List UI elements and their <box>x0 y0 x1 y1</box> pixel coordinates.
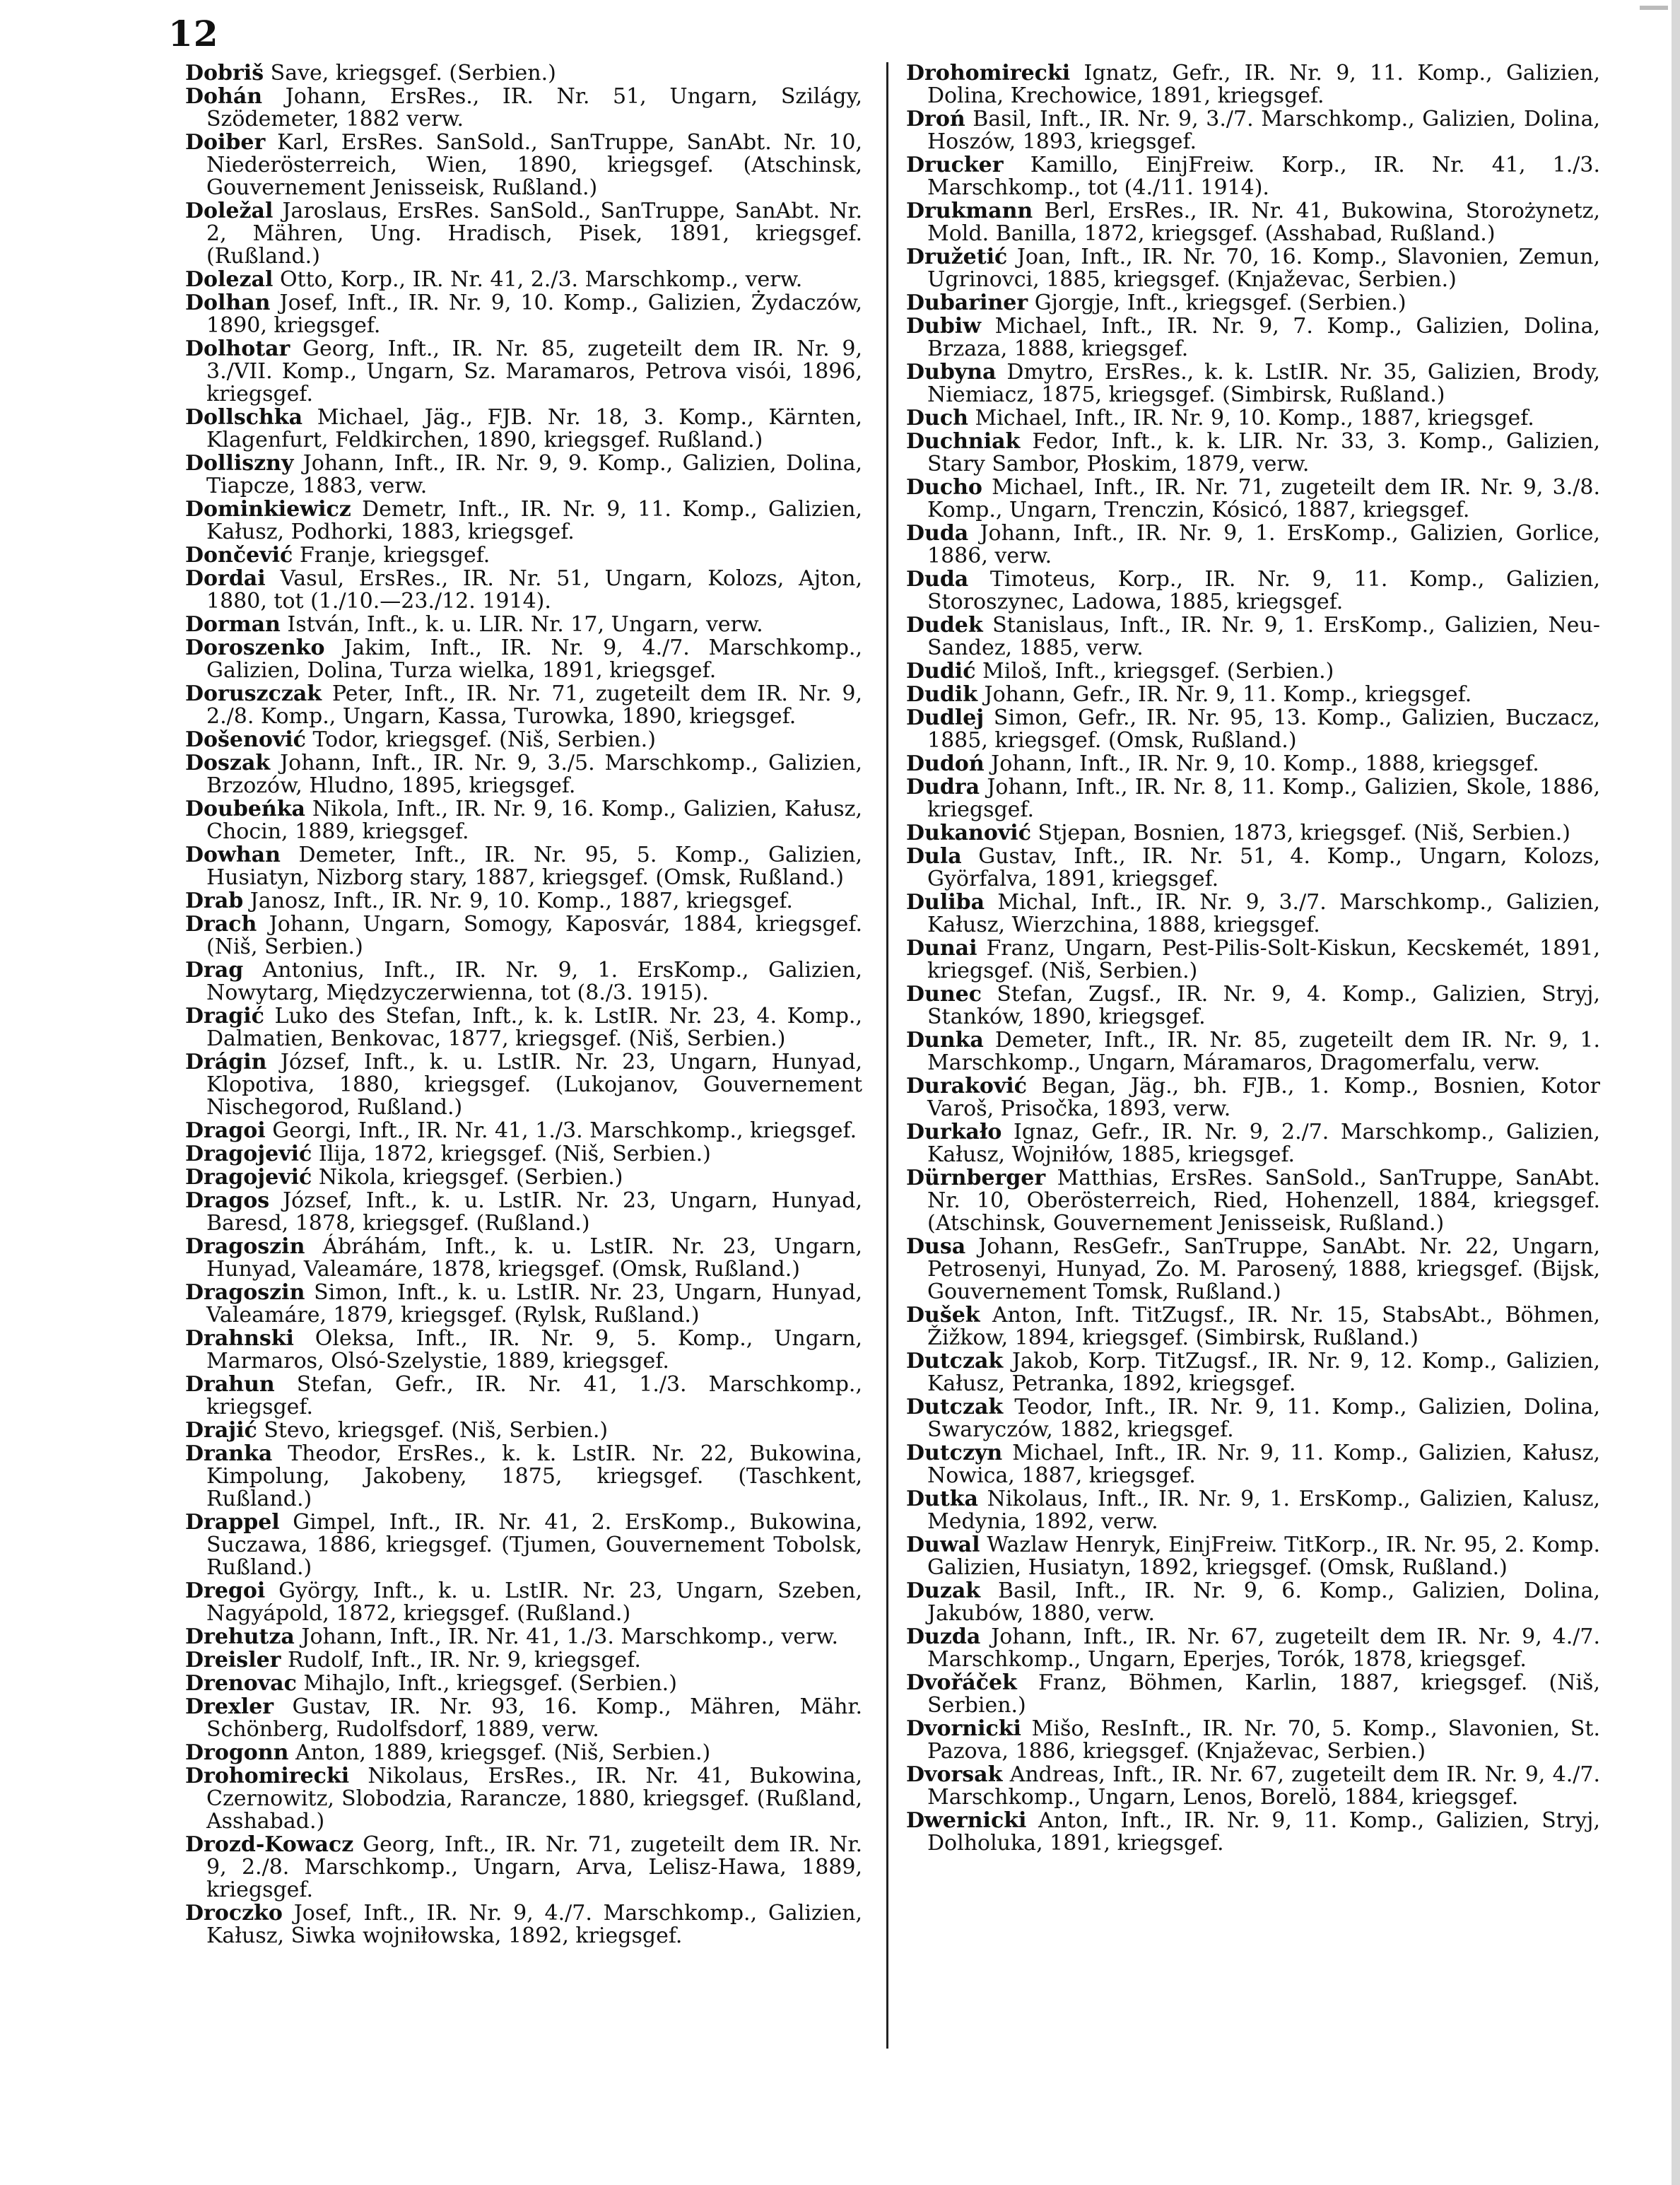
entry-surname: Dubyna <box>906 360 997 385</box>
entry-surname: Drab <box>185 889 244 913</box>
register-entry <box>185 959 862 1004</box>
left-column <box>185 62 862 1948</box>
entry-surname: Dowhan <box>185 843 281 867</box>
register-entry <box>185 1511 862 1579</box>
entry-details: Wazlaw Henryk, EinjFreiw. TitKorp., IR. Nr. 95, 2. Komp. Galizien, Husiatyn, 1892, kriegsgef. (Omsk, Rußland.) <box>927 1533 1600 1580</box>
entry-details: Fedor, Inft., k. k. LIR. Nr. 33, 3. Komp., Galizien, Stary Sambor, Płoskim, 1879, verw. <box>927 429 1600 476</box>
entry-surname: Dudek <box>906 613 983 638</box>
entry-surname: Dwernicki <box>906 1808 1027 1833</box>
entry-details: Janosz, Inft., IR. Nr. 9, 10. Komp., 1887, kriegsgef. <box>249 889 793 913</box>
entry-details: Franz, Ungarn, Pest-Pilis-Solt-Kiskun, Kecskemét, 1891, kriegsgef. (Niš, Serbien.) <box>927 936 1600 983</box>
register-entry <box>906 1442 1600 1487</box>
register-entry <box>185 637 862 682</box>
entry-details: Ignatz, Gefr., IR. Nr. 9, 11. Komp., Galizien, Dolina, Krechowice, 1891, kriegsgef. <box>927 61 1600 108</box>
register-entry <box>906 707 1600 752</box>
entry-details: Todor, kriegsgef. (Niš, Serbien.) <box>312 727 656 752</box>
register-entry <box>185 544 862 567</box>
entry-details: Anton, 1889, kriegsgef. (Niš, Serbien.) <box>295 1740 711 1765</box>
register-entry <box>185 1051 862 1119</box>
entry-surname: Duda <box>906 521 969 546</box>
register-entry <box>185 498 862 544</box>
entry-details: Oleksa, Inft., IR. Nr. 9, 5. Komp., Ungarn, Marmaros, Olsó-Szelystie, 1889, kriegsgef. <box>206 1326 862 1373</box>
entry-surname: Dolezal <box>185 267 274 292</box>
entry-surname: Dubiw <box>906 314 982 339</box>
register-entry <box>906 753 1600 775</box>
register-entry <box>185 1649 862 1672</box>
register-entry <box>185 406 862 452</box>
entry-surname: Dohán <box>185 84 263 109</box>
entry-surname: Drohomirecki <box>906 61 1071 86</box>
entry-details: Simon, Gefr., IR. Nr. 95, 13. Komp., Galizien, Buczacz, 1885, kriegsgef. (Omsk, Rußland.) <box>927 705 1600 753</box>
entry-details: Stanislaus, Inft., IR. Nr. 9, 1. ErsKomp., Galizien, Neu-Sandez, 1885, verw. <box>927 613 1600 660</box>
entry-details: Stjepan, Bosnien, 1873, kriegsgef. (Niš, Serbien.) <box>1038 821 1570 845</box>
register-entry <box>906 292 1600 315</box>
entry-surname: Doležal <box>185 199 274 223</box>
entry-details: Basil, Inft., IR. Nr. 9, 3./7. Marschkomp., Galizien, Dolina, Hoszów, 1893, kriegsgef. <box>927 107 1600 154</box>
entry-surname: Dollschka <box>185 405 303 430</box>
entry-details: Gjorgje, Inft., kriegsgef. (Serbien.) <box>1034 291 1406 315</box>
register-entry <box>185 1120 862 1142</box>
register-entry <box>185 1005 862 1050</box>
entry-surname: Dudlej <box>906 705 985 730</box>
entry-surname: Dragoszin <box>185 1280 305 1305</box>
entry-details: Nikolaus, Inft., IR. Nr. 9, 1. ErsKomp., Galizien, Kalusz, Medynia, 1892, verw. <box>927 1487 1600 1534</box>
entry-surname: Družetić <box>906 245 1008 269</box>
entry-details: Teodor, Inft., IR. Nr. 9, 11. Komp., Galizien, Dolina, Swaryczów, 1882, kriegsgef. <box>927 1395 1600 1442</box>
entry-details: Rudolf, Inft., IR. Nr. 9, kriegsgef. <box>288 1648 641 1673</box>
entry-surname: Drajić <box>185 1418 257 1443</box>
entry-surname: Drach <box>185 912 257 937</box>
entry-surname: Dragojević <box>185 1142 312 1166</box>
entry-details: Began, Jäg., bh. FJB., 1. Komp., Bosnien, Kotor Varoš, Prisočka, 1893, verw. <box>927 1074 1600 1121</box>
register-entry <box>185 568 862 613</box>
register-entry <box>185 1742 862 1764</box>
entry-surname: Dvornicki <box>906 1716 1021 1741</box>
entry-details: Nikola, Inft., IR. Nr. 9, 16. Komp., Galizien, Kałusz, Chocin, 1889, kriegsgef. <box>206 797 862 844</box>
register-entry <box>906 1350 1600 1395</box>
entry-surname: Duliba <box>906 890 985 915</box>
register-entry <box>185 1673 862 1695</box>
register-entry <box>185 890 862 913</box>
entry-surname: Dutka <box>906 1487 978 1511</box>
entry-details: Karl, ErsRes. SanSold., SanTruppe, SanAbt. Nr. 10, Niederösterreich, Wien, 1890, kriegsgef. (Atschinsk, Gouvernement Jenisseisk, Rußland.) <box>206 130 862 200</box>
entry-details: Antonius, Inft., IR. Nr. 9, 1. ErsKomp., Galizien, Nowytarg, Międzyczerwienna, tot (8./3. 1915). <box>206 958 862 1005</box>
entry-surname: Dolhotar <box>185 336 290 361</box>
entry-surname: Dutczak <box>906 1395 1004 1419</box>
register-entry <box>185 452 862 498</box>
register-entry <box>185 1419 862 1442</box>
register-entry <box>906 684 1600 706</box>
register-entry <box>185 729 862 751</box>
entry-surname: Duch <box>906 406 968 430</box>
register-entry <box>906 1075 1600 1120</box>
entry-details: Otto, Korp., IR. Nr. 41, 2./3. Marschkomp., verw. <box>279 267 803 292</box>
page-number: 12 <box>168 13 219 54</box>
entry-details: Michael, Inft., IR. Nr. 9, 11. Komp., Galizien, Kałusz, Nowica, 1887, kriegsgef. <box>927 1441 1600 1488</box>
entry-details: Jaroslaus, ErsRes. SanSold., SanTruppe, SanAbt. Nr. 2, Mähren, Ung. Hradisch, Pisek, 1891, kriegsgef. (Rußland.) <box>206 199 862 269</box>
entry-details: Stefan, Zugsf., IR. Nr. 9, 4. Komp., Galizien, Stryj, Stanków, 1890, kriegsgef. <box>927 982 1600 1029</box>
entry-surname: Dordai <box>185 566 266 591</box>
entry-details: Theodor, ErsRes., k. k. LstIR. Nr. 22, Bukowina, Kimpolung, Jakobeny, 1875, kriegsgef. (Taschkent, Rußland.) <box>206 1441 862 1511</box>
register-entry <box>906 1672 1600 1717</box>
entry-details: Ábráhám, Inft., k. u. LstIR. Nr. 23, Ungarn, Hunyad, Valeamáre, 1878, kriegsgef. (Omsk, Rußland.) <box>206 1234 862 1282</box>
register-entry <box>185 1626 862 1648</box>
entry-surname: Drogonn <box>185 1740 289 1765</box>
entry-surname: Dregoi <box>185 1578 266 1603</box>
register-entry <box>906 1626 1600 1671</box>
register-entry <box>906 1167 1600 1235</box>
entry-surname: Dobriš <box>185 61 264 86</box>
register-entry <box>906 1534 1600 1579</box>
entry-details: Gimpel, Inft., IR. Nr. 41, 2. ErsKomp., Bukowina, Suczawa, 1886, kriegsgef. (Tjumen, Gouvernement Tobolsk, Rußland.) <box>206 1510 862 1580</box>
entry-surname: Drehutza <box>185 1624 295 1649</box>
entry-details: Demetr, Inft., IR. Nr. 9, 11. Komp., Galizien, Kałusz, Podhorki, 1883, kriegsgef. <box>206 497 862 544</box>
entry-details: Josef, Inft., IR. Nr. 9, 10. Komp., Galizien, Żydaczów, 1890, kriegsgef. <box>206 291 862 338</box>
register-entry <box>185 1443 862 1511</box>
entry-surname: Drágin <box>185 1050 267 1074</box>
entry-details: Georgi, Inft., IR. Nr. 41, 1./3. Marschkomp., kriegsgef. <box>272 1118 857 1143</box>
register-entry <box>906 1718 1600 1763</box>
register-entry <box>906 108 1600 153</box>
entry-surname: Dolhan <box>185 291 271 315</box>
entry-details: Johann, Inft., IR. Nr. 9, 1. ErsKomp., Galizien, Gorlice, 1886, verw. <box>927 521 1600 568</box>
entry-surname: Dvořáček <box>906 1670 1017 1695</box>
entry-details: Berl, ErsRes., IR. Nr. 41, Bukowina, Storożynetz, Mold. Banilla, 1872, kriegsgef. (Asshabad, Rußland.) <box>927 199 1600 246</box>
register-entry <box>185 683 862 728</box>
register-entry <box>906 1810 1600 1855</box>
register-entry <box>185 1236 862 1281</box>
entry-details: Simon, Inft., k. u. LstIR. Nr. 23, Ungarn, Hunyad, Valeamáre, 1879, kriegsgef. (Rylsk, Rußland.) <box>206 1280 862 1328</box>
entry-details: István, Inft., k. u. LIR. Nr. 17, Ungarn, verw. <box>287 612 763 637</box>
entry-details: Demeter, Inft., IR. Nr. 85, zugeteilt dem IR. Nr. 9, 1. Marschkomp., Ungarn, Máramaros, Dragomerfalu, verw. <box>927 1028 1600 1075</box>
register-entry <box>185 338 862 406</box>
entry-details: Anton, Inft., IR. Nr. 9, 11. Komp., Galizien, Stryj, Dolholuka, 1891, kriegsgef. <box>927 1808 1600 1856</box>
entry-surname: Dragojević <box>185 1165 312 1190</box>
entry-details: Johann, ResGefr., SanTruppe, SanAbt. Nr. 22, Ungarn, Petrosenyi, Hunyad, Zo. M. Parosený, 1888, kriegsgef. (Bijsk, Gouvernement Tomsk, Rußland.) <box>927 1234 1600 1304</box>
entry-details: Johann, Gefr., IR. Nr. 9, 11. Komp., kriegsgef. <box>984 682 1472 707</box>
register-entry <box>906 845 1600 891</box>
entry-details: Basil, Inft., IR. Nr. 9, 6. Komp., Galizien, Dolina, Jakubów, 1880, verw. <box>927 1578 1600 1626</box>
entry-details: Miloš, Inft., kriegsgef. (Serbien.) <box>982 659 1334 684</box>
entry-surname: Dunai <box>906 936 977 961</box>
entry-surname: Durkało <box>906 1120 1002 1144</box>
entry-surname: Dvorsak <box>906 1762 1003 1787</box>
register-entry <box>906 246 1600 291</box>
entry-details: Peter, Inft., IR. Nr. 71, zugeteilt dem IR. Nr. 9, 2./8. Komp., Ungarn, Kassa, Turowka, 1890, kriegsgef. <box>206 681 862 729</box>
entry-surname: Duwal <box>906 1533 980 1557</box>
entry-surname: Duda <box>906 567 969 592</box>
entry-details: Gustav, IR. Nr. 93, 16. Komp., Mähren, Mähr. Schönberg, Rudolfsdorf, 1889, verw. <box>206 1694 862 1742</box>
register-entry <box>185 913 862 959</box>
entry-surname: Duzak <box>906 1578 981 1603</box>
entry-details: Franz, Böhmen, Karlin, 1887, kriegsgef. (Niš, Serbien.) <box>927 1670 1600 1718</box>
entry-surname: Dorman <box>185 612 281 637</box>
register-entry <box>185 752 862 797</box>
register-entry <box>906 1121 1600 1166</box>
entry-details: Michal, Inft., IR. Nr. 9, 3./7. Marschkomp., Galizien, Kałusz, Wierzchina, 1888, kriegsgef. <box>927 890 1600 937</box>
entry-surname: Dudik <box>906 682 977 707</box>
entry-details: Franje, kriegsgef. <box>299 543 491 568</box>
entry-details: József, Inft., k. u. LstIR. Nr. 23, Ungarn, Hunyad, Klopotiva, 1880, kriegsgef. (Lukojanov, Gouvernement Nischegorod, Rußland.) <box>206 1050 862 1120</box>
entry-details: Andreas, Inft., IR. Nr. 67, zugeteilt dem IR. Nr. 9, 4./7. Marschkomp., Ungarn, Lenos, Borelö, 1884, kriegsgef. <box>927 1762 1600 1810</box>
entry-details: Save, kriegsgef. (Serbien.) <box>270 61 556 86</box>
register-entry <box>906 407 1600 430</box>
entry-details: Anton, Inft. TitZugsf., IR. Nr. 15, StabsAbt., Böhmen, Žižkow, 1894, kriegsgef. (Simbirsk, Rußland.) <box>927 1303 1600 1350</box>
entry-details: Gustav, Inft., IR. Nr. 51, 4. Komp., Ungarn, Kolozs, Györfalva, 1891, kriegsgef. <box>927 844 1600 891</box>
entry-surname: Dürnberger <box>906 1166 1046 1190</box>
entry-details: Josef, Inft., IR. Nr. 9, 4./7. Marschkomp., Galizien, Kałusz, Siwka wojniłowska, 1892, kriegsgef. <box>206 1901 862 1948</box>
register-entry <box>906 200 1600 245</box>
entry-surname: Duraković <box>906 1074 1027 1099</box>
entry-surname: Drozd-Kowacz <box>185 1832 354 1857</box>
entry-surname: Doroszenko <box>185 635 325 660</box>
entry-details: József, Inft., k. u. LstIR. Nr. 23, Ungarn, Hunyad, Baresd, 1878, kriegsgef. (Rußland.) <box>206 1188 862 1236</box>
entry-surname: Doubeńka <box>185 797 305 821</box>
entry-details: Johann, Inft., IR. Nr. 67, zugeteilt dem IR. Nr. 9, 4./7. Marschkomp., Ungarn, Eperjes, Torók, 1878, kriegsgef. <box>927 1624 1600 1672</box>
register-entry <box>185 1834 862 1902</box>
entry-details: Michael, Inft., IR. Nr. 71, zugeteilt dem IR. Nr. 9, 3./8. Komp., Ungarn, Trenczin, Kósicó, 1887, kriegsgef. <box>927 475 1600 522</box>
entry-surname: Dranka <box>185 1441 273 1466</box>
entry-surname: Dolliszny <box>185 451 294 476</box>
entry-details: Vasul, ErsRes., IR. Nr. 51, Ungarn, Kolozs, Ajton, 1880, tot (1./10.—23./12. 1914). <box>206 566 862 614</box>
entry-details: Johann, Inft., IR. Nr. 9, 3./5. Marschkomp., Galizien, Brzozów, Hludno, 1895, kriegsgef. <box>206 751 862 798</box>
register-entry <box>185 614 862 636</box>
entry-details: Johann, Inft., IR. Nr. 9, 10. Komp., 1888, kriegsgef. <box>991 751 1539 776</box>
entry-surname: Dunka <box>906 1028 984 1053</box>
register-entry <box>185 798 862 843</box>
entry-surname: Dusa <box>906 1234 966 1259</box>
register-entry <box>185 1902 862 1947</box>
entry-details: Johann, ErsRes., IR. Nr. 51, Ungarn, Szilágy, Szödemeter, 1882 verw. <box>206 84 862 131</box>
entry-surname: Drappel <box>185 1510 280 1535</box>
register-entry <box>185 1143 862 1166</box>
register-entry <box>906 1304 1600 1349</box>
register-entry <box>906 315 1600 361</box>
entry-details: Timoteus, Korp., IR. Nr. 9, 11. Komp., Galizien, Storoszynec, Ladowa, 1885, kriegsgef. <box>927 567 1600 614</box>
register-entry <box>906 1029 1600 1074</box>
register-entry <box>185 1190 862 1235</box>
entry-details: Mišo, ResInft., IR. Nr. 70, 5. Komp., Slavonien, St. Pazova, 1886, kriegsgef. (Knjaževac, Serbien.) <box>927 1716 1600 1764</box>
entry-details: Mihajlo, Inft., kriegsgef. (Serbien.) <box>303 1671 677 1696</box>
entry-surname: Dreisler <box>185 1648 281 1673</box>
entry-details: Jakob, Korp. TitZugsf., IR. Nr. 9, 12. Komp., Galizien, Kałusz, Petranka, 1892, kriegsgef. <box>927 1349 1600 1396</box>
register-entry <box>185 1696 862 1741</box>
entry-surname: Dušek <box>906 1303 980 1328</box>
register-entry <box>906 614 1600 660</box>
register-entry <box>185 86 862 131</box>
entry-details: Michael, Jäg., FJB. Nr. 18, 3. Komp., Kärnten, Klagenfurt, Feldkirchen, 1890, kriegsgef. Rußland.) <box>206 405 862 452</box>
register-entry <box>906 822 1600 845</box>
entry-details: Matthias, ErsRes. SanSold., SanTruppe, SanAbt. Nr. 10, Oberösterreich, Ried, Hohenzell, 1884, kriegsgef. (Atschinsk, Gouvernement Jenisseisk, Rußland.) <box>927 1166 1600 1236</box>
entry-details: Joan, Inft., IR. Nr. 70, 16. Komp., Slavonien, Zemun, Ugrinovci, 1885, kriegsgef. (Knjaževac, Serbien.) <box>927 245 1600 292</box>
entry-surname: Drenovac <box>185 1671 297 1696</box>
entry-surname: Droń <box>906 107 965 131</box>
entry-details: Demeter, Inft., IR. Nr. 95, 5. Komp., Galizien, Husiatyn, Nizborg stary, 1887, kriegsgef. (Omsk, Rußland.) <box>206 843 862 890</box>
entry-surname: Dragoszin <box>185 1234 305 1259</box>
register-entry <box>185 292 862 337</box>
entry-details: Dmytro, ErsRes., k. k. LstIR. Nr. 35, Galizien, Brody, Niemiacz, 1875, kriegsgef. (Simbirsk, Rußland.) <box>927 360 1600 407</box>
entry-surname: Došenović <box>185 727 306 752</box>
register-entry <box>906 361 1600 406</box>
entry-surname: Drohomirecki <box>185 1764 350 1788</box>
entry-details: Nikolaus, ErsRes., IR. Nr. 41, Bukowina, Czernowitz, Slobodzia, Rarancze, 1880, kriegsgef. (Rußland, Asshabad.) <box>206 1764 862 1834</box>
entry-surname: Ducho <box>906 475 982 500</box>
register-entry <box>906 983 1600 1029</box>
register-entry <box>906 1488 1600 1533</box>
register-entry <box>185 844 862 889</box>
register-entry <box>906 476 1600 522</box>
entry-surname: Drag <box>185 958 244 983</box>
entry-surname: Doruszczak <box>185 681 322 706</box>
entry-details: Nikola, kriegsgef. (Serbien.) <box>318 1165 623 1190</box>
entry-surname: Dula <box>906 844 962 869</box>
entry-surname: Dutczak <box>906 1349 1004 1373</box>
register-entry <box>185 1765 862 1833</box>
entry-details: Kamillo, EinjFreiw. Korp., IR. Nr. 41, 1./3. Marschkomp., tot (4./11. 1914). <box>927 153 1600 200</box>
register-entry <box>185 200 862 268</box>
register-entry <box>906 568 1600 614</box>
register-entry <box>906 937 1600 983</box>
column-divider <box>886 62 888 2049</box>
entry-surname: Drahun <box>185 1372 275 1397</box>
entry-details: Johann, Inft., IR. Nr. 8, 11. Komp., Galizien, Skole, 1886, kriegsgef. <box>927 775 1600 822</box>
entry-details: Michael, Inft., IR. Nr. 9, 7. Komp., Galizien, Dolina, Brzaza, 1888, kriegsgef. <box>927 314 1600 361</box>
entry-details: Michael, Inft., IR. Nr. 9, 10. Komp., 1887, kriegsgef. <box>975 406 1534 430</box>
entry-surname: Duchniak <box>906 429 1021 454</box>
entry-details: Luko des Stefan, Inft., k. k. LstIR. Nr. 23, 4. Komp., Dalmatien, Benkovac, 1877, kriegsgef. (Niš, Serbien.) <box>206 1004 862 1051</box>
register-entry <box>906 62 1600 107</box>
register-entry <box>906 660 1600 683</box>
register-entry <box>906 776 1600 821</box>
entry-surname: Doiber <box>185 130 266 155</box>
entry-surname: Dutczyn <box>906 1441 1003 1465</box>
entry-surname: Dragić <box>185 1004 264 1029</box>
entry-surname: Dončević <box>185 543 293 568</box>
register-entry <box>185 1373 862 1419</box>
entry-surname: Dudra <box>906 775 980 799</box>
entry-details: Johann, Inft., IR. Nr. 9, 9. Komp., Galizien, Dolina, Tiapcze, 1883, verw. <box>206 451 862 498</box>
entry-surname: Dominkiewicz <box>185 497 351 522</box>
entry-details: Ignaz, Gefr., IR. Nr. 9, 2./7. Marschkomp., Galizien, Kałusz, Wojniłów, 1885, kriegsgef. <box>927 1120 1600 1167</box>
entry-surname: Dudoń <box>906 751 985 776</box>
entry-surname: Dudić <box>906 659 976 684</box>
register-entry <box>185 62 862 85</box>
register-entry <box>185 1580 862 1625</box>
register-entry <box>906 154 1600 199</box>
entry-details: György, Inft., k. u. LstIR. Nr. 23, Ungarn, Szeben, Nagyápold, 1872, kriegsgef. (Rußland.) <box>206 1578 862 1626</box>
entry-surname: Dubariner <box>906 291 1028 315</box>
register-entry <box>185 1328 862 1373</box>
register-entry <box>185 131 862 199</box>
entry-details: Jakim, Inft., IR. Nr. 9, 4./7. Marschkomp., Galizien, Dolina, Turza wielka, 1891, kriegsgef. <box>206 635 862 683</box>
entry-details: Johann, Inft., IR. Nr. 41, 1./3. Marschkomp., verw. <box>301 1624 839 1649</box>
entry-details: Johann, Ungarn, Somogy, Kaposvár, 1884, kriegsgef. (Niš, Serbien.) <box>206 912 862 959</box>
entry-details: Ilija, 1872, kriegsgef. (Niš, Serbien.) <box>318 1142 711 1166</box>
entry-surname: Droczko <box>185 1901 283 1926</box>
page-corner-mark <box>1640 6 1668 10</box>
register-entry <box>185 269 862 291</box>
register-entry <box>906 430 1600 476</box>
entry-details: Stevo, kriegsgef. (Niš, Serbien.) <box>264 1418 609 1443</box>
register-entry <box>185 1282 862 1327</box>
page-edge-shadow <box>1672 0 1680 2185</box>
entry-surname: Dukanović <box>906 821 1031 845</box>
entry-surname: Dunec <box>906 982 982 1007</box>
register-entry <box>185 1166 862 1189</box>
entry-surname: Dragos <box>185 1188 270 1213</box>
entry-surname: Duzda <box>906 1624 981 1649</box>
register-entry <box>906 1580 1600 1625</box>
entry-surname: Doszak <box>185 751 271 775</box>
entry-surname: Drexler <box>185 1694 274 1719</box>
right-column <box>906 62 1600 1856</box>
register-entry <box>906 1764 1600 1809</box>
register-entry <box>906 1236 1600 1304</box>
entry-details: Stefan, Gefr., IR. Nr. 41, 1./3. Marschkomp., kriegsgef. <box>206 1372 862 1419</box>
entry-details: Georg, Inft., IR. Nr. 85, zugeteilt dem IR. Nr. 9, 3./VII. Komp., Ungarn, Sz. Maramaros, Petrova visói, 1896, kriegsgef. <box>206 336 862 406</box>
register-entry <box>906 891 1600 937</box>
entry-surname: Drahnski <box>185 1326 294 1351</box>
entry-details: Georg, Inft., IR. Nr. 71, zugeteilt dem IR. Nr. 9, 2./8. Marschkomp., Ungarn, Arva, Lelisz-Hawa, 1889, kriegsgef. <box>206 1832 862 1902</box>
entry-surname: Drukmann <box>906 199 1033 223</box>
entry-surname: Drucker <box>906 153 1004 177</box>
entry-surname: Dragoi <box>185 1118 266 1143</box>
register-entry <box>906 522 1600 568</box>
register-entry <box>906 1396 1600 1441</box>
